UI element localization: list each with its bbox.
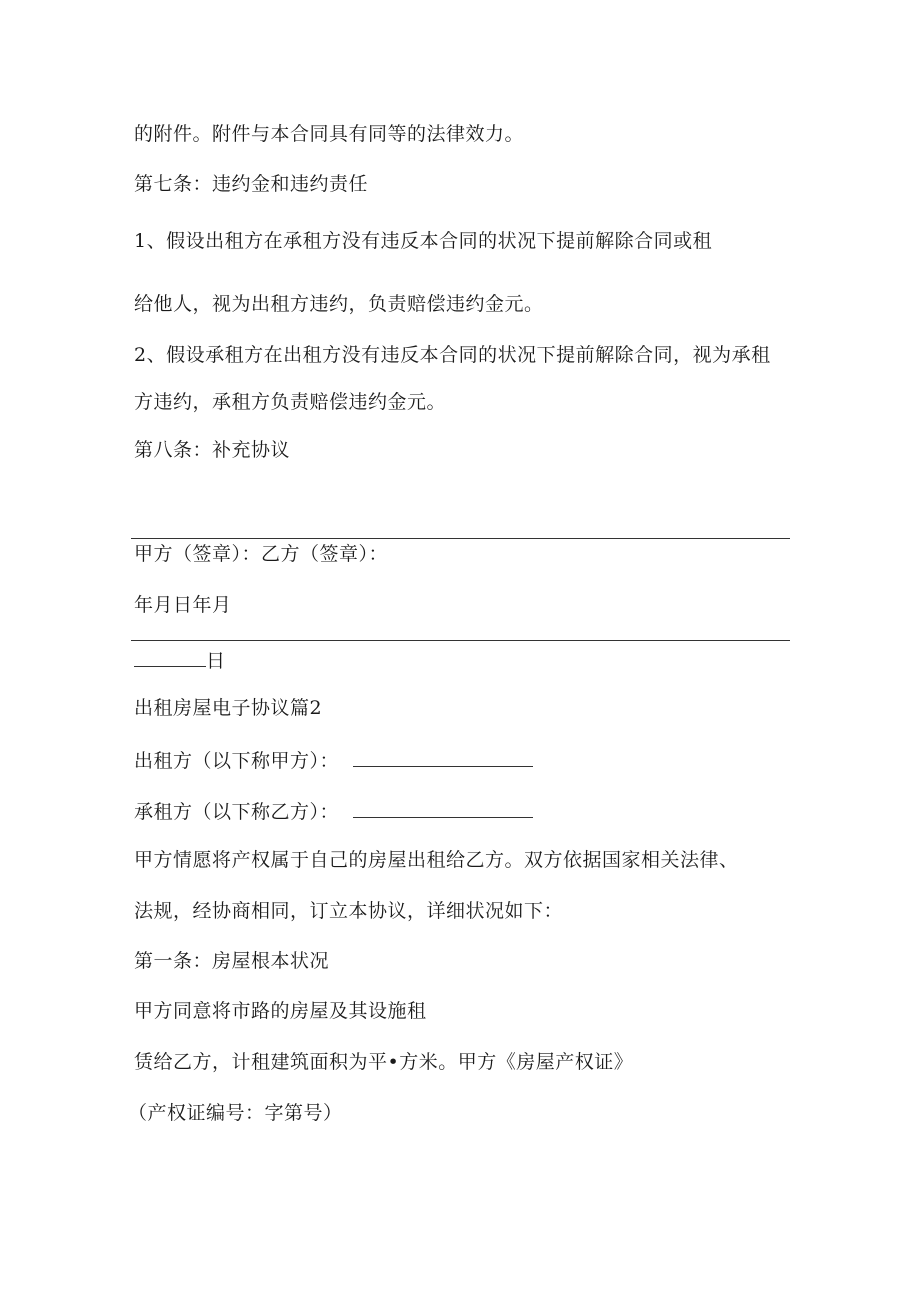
signature-dates: 年月日年月: [134, 594, 232, 616]
text-line: 2、假设承租方在出租方没有违反本合同的状况下提前解除合同，视为承租: [134, 344, 771, 366]
text-line: 给他人，视为出租方违约，负责赔偿违约金元。: [134, 293, 544, 315]
text-line: 甲方同意将市路的房屋及其设施租: [134, 1000, 427, 1022]
article-heading: 第八条：补充协议: [134, 439, 291, 461]
text-line: 甲方情愿将产权属于自己的房屋出租给乙方。双方依据国家相关法律、: [134, 849, 739, 871]
signature-rule: [131, 538, 790, 539]
text-line: （产权证编号：字第号）: [128, 1102, 343, 1124]
lessor-blank: [353, 746, 533, 767]
lessor-line: [134, 746, 533, 773]
day-blank: [134, 646, 206, 667]
lessee-blank: [353, 797, 533, 818]
signature-day-line: [134, 646, 226, 673]
text-line: 赁给乙方，计租建筑面积为平•方米。甲方《房屋产权证》: [134, 1051, 634, 1073]
text-line: 1、假设出租方在承租方没有违反本合同的状况下提前解除合同或租: [134, 230, 713, 252]
article-heading: 第一条：房屋根本状况: [134, 950, 330, 972]
text-line: 的附件。附件与本合同具有同等的法律效力。: [134, 123, 525, 145]
lessee-line: [134, 797, 533, 824]
lessee-label: 承租方（以下称乙方）：: [134, 801, 340, 823]
text-line: 方违约，承租方负责赔偿违约金元。: [134, 391, 447, 413]
day-label: 日: [206, 650, 226, 672]
signature-parties: 甲方（签章）：乙方（签章）：: [134, 543, 389, 565]
article-heading: 第七条：违约金和违约责任: [134, 173, 369, 195]
section-title: 出租房屋电子协议篇2: [134, 697, 323, 719]
date-rule: [131, 640, 790, 641]
text-line: 法规，经协商相同，订立本协议，详细状况如下：: [134, 900, 564, 922]
lessor-label: 出租方（以下称甲方）：: [134, 750, 340, 772]
